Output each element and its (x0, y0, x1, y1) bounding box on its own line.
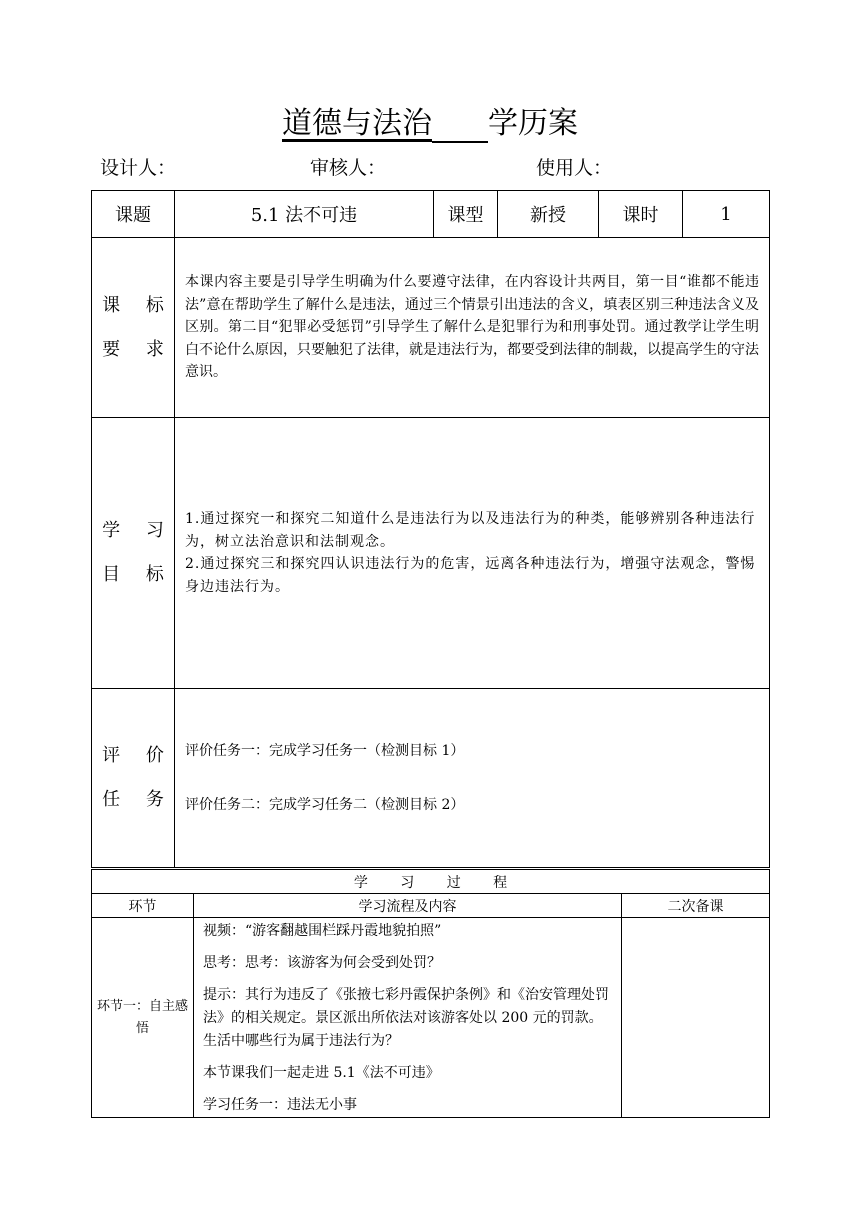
flow-question: 思考：思考：该游客为何会受到处罚？ (203, 955, 441, 971)
flow-hint: 提示：其行为违反了《张掖七彩丹霞保护条例》和《治安管理处罚法》的相关规定。景区派出所依法对该游客处以 200 元的罚款。生活中哪些行为属于违法行为？ (203, 987, 609, 1049)
process-row (92, 918, 770, 1118)
evaluation-label-line1: 评 价 (102, 745, 174, 766)
title-blank (432, 107, 488, 143)
goals-row (92, 418, 770, 689)
goal-item-2: 2.通过探究三和探究四认识违法行为的危害，远离各种违法行为，增强守法观念，警惕身边违法行为。 (185, 556, 756, 595)
document-title (0, 104, 860, 144)
flow-intro: 本节课我们一起走进 5.1《法不可违》 (203, 1065, 440, 1081)
hours-value: 1 (683, 191, 770, 238)
stage-cell: 环节一：自主感悟 (92, 918, 194, 1118)
designer-label: 设计人： (100, 157, 177, 179)
process-title: 学 习 过 程 (92, 870, 770, 894)
standards-label (92, 238, 175, 418)
evaluation-label (92, 689, 175, 868)
column-flow: 学习流程及内容 (194, 894, 622, 918)
learning-process-table (91, 869, 770, 1118)
type-label: 课型 (434, 191, 498, 238)
standards-label-line2: 要 求 (102, 338, 174, 360)
goals-label (92, 418, 175, 689)
evaluation-task-1: 评价任务一：完成学习任务一（检测目标 1） (185, 743, 465, 759)
process-title-row (92, 870, 770, 894)
evaluation-row (92, 689, 770, 868)
goals-label-line1: 学 习 (102, 520, 174, 541)
evaluation-label-line2: 任 务 (102, 789, 174, 810)
process-header-row (92, 894, 770, 918)
notes-cell (622, 918, 770, 1118)
type-value: 新授 (498, 191, 599, 238)
user-label: 使用人： (536, 157, 613, 179)
reviewer-label: 审核人： (310, 157, 387, 179)
goal-item-1: 1.通过探究一和探究二知道什么是违法行为以及违法行为的种类，能够辨别各种违法行为，树立法治意识和法制观念。 (185, 511, 756, 550)
goals-label-line2: 目 标 (102, 564, 174, 585)
evaluation-content (175, 689, 770, 868)
lesson-info-table (91, 190, 770, 868)
subject-name: 道德与法治 (282, 106, 432, 141)
standards-text: 本课内容主要是引导学生明确为什么要遵守法律，在内容设计共两目，第一目“谁都不能违法”意在帮助学生了解什么是违法，通过三个情景引出违法的含义，填表区别三种违法含义及区别。第二目“犯罪必受惩罚”引导学生了解什么是犯罪行为和刑事处罚。通过教学让学生明白不论什么原因，只要触犯了法律，就是违法行为，都要受到法律的制裁，以提高学生的守法意识。 (185, 274, 759, 381)
column-stage: 环节 (92, 894, 194, 918)
topic-label: 课题 (92, 191, 175, 238)
info-row (92, 191, 770, 238)
flow-cell (194, 918, 622, 1118)
hours-label: 课时 (599, 191, 683, 238)
goals-content (175, 418, 770, 689)
standards-content (175, 238, 770, 418)
column-notes: 二次备课 (622, 894, 770, 918)
standards-label-line1: 课 标 (102, 294, 174, 316)
flow-video: 视频：“游客翻越围栏踩丹霞地貌拍照” (203, 923, 442, 939)
document-type: 学历案 (488, 106, 578, 141)
topic-value: 5.1 法不可违 (175, 191, 434, 238)
standards-row (92, 238, 770, 418)
flow-task: 学习任务一：违法无小事 (203, 1097, 357, 1113)
evaluation-task-2: 评价任务二：完成学习任务二（检测目标 2） (185, 797, 465, 813)
